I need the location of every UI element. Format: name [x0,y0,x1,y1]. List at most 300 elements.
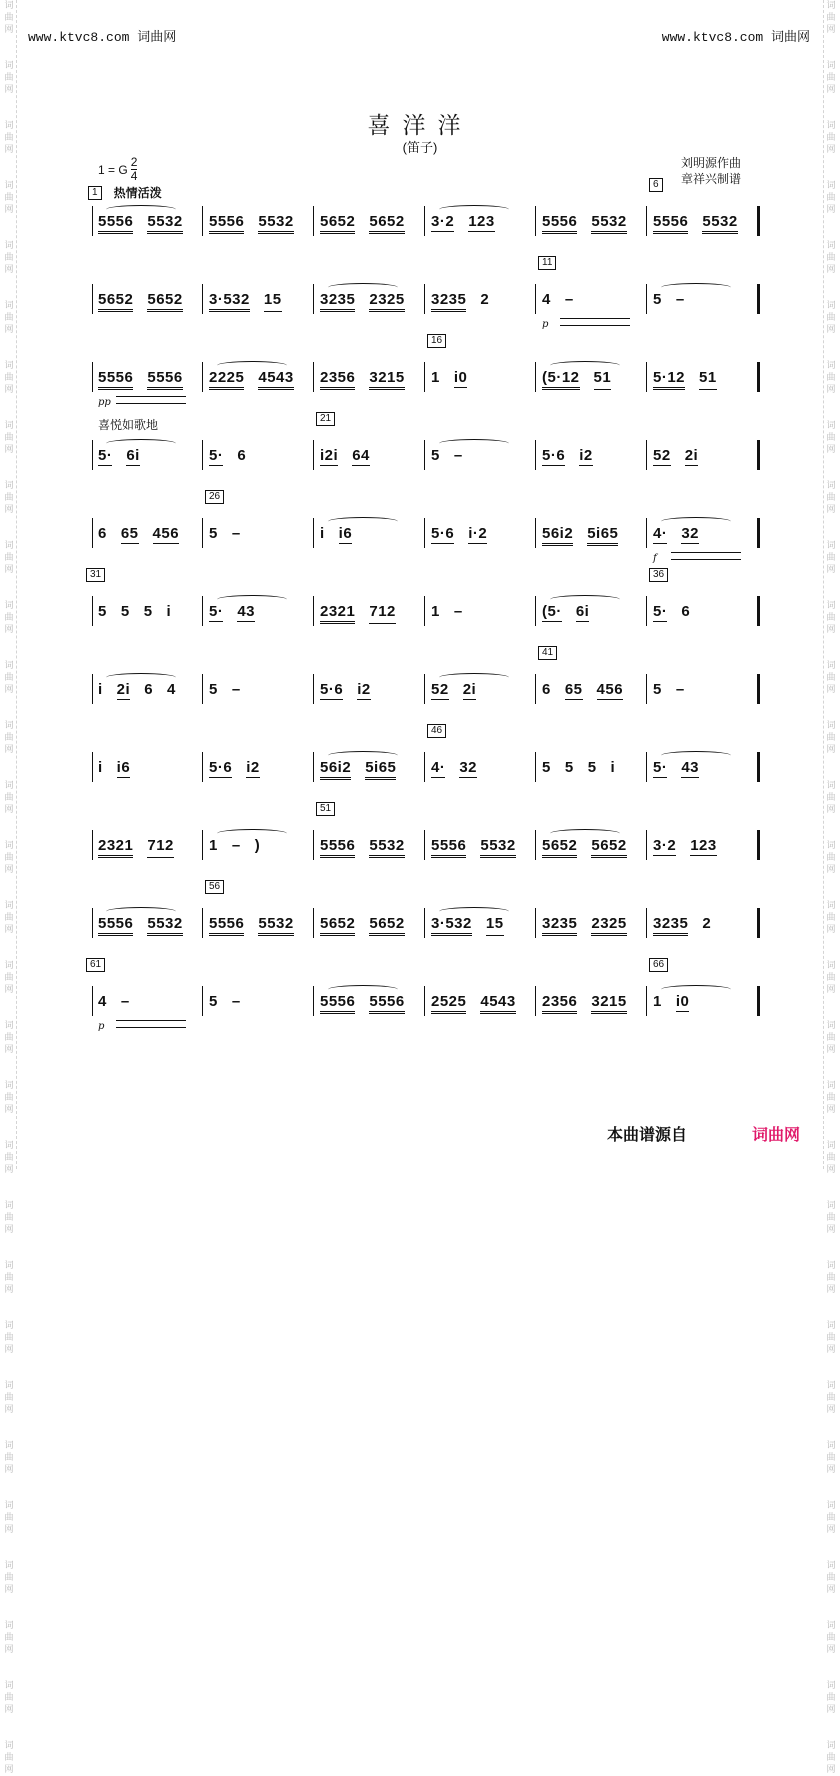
slur-mark [550,361,620,370]
note-group: 5·6 [431,525,455,542]
barline [757,752,760,782]
measure [425,824,536,874]
measure-number: 61 [86,958,105,972]
measure-notes [542,369,611,390]
measure-notes [653,213,738,234]
measure-notes [98,915,183,936]
footer-source-label: 本曲谱源自 [607,1127,688,1144]
measure [647,278,758,328]
measure-notes [209,915,294,936]
note-group: i2 [357,681,371,698]
note-group: 4 [98,993,107,1010]
note-group: 2321 [98,837,133,858]
site-url-left: www.ktvc8.com 词曲网 [28,30,177,45]
measure [647,902,758,952]
note-group: 15 [486,915,504,936]
measure-notes [320,603,396,624]
note-group: 3·2 [653,837,677,854]
measure-number: 36 [649,568,668,582]
barline [757,908,760,938]
note-group: – [231,525,241,542]
measure-number: 56 [205,880,224,894]
slur-mark [106,907,176,916]
measure [425,356,536,406]
slur-mark [661,751,731,760]
note-group: 56i2 [542,525,573,546]
measure [314,512,425,562]
score-row [92,803,760,874]
note-group: 32 [681,525,700,542]
note-group: 5652 [369,915,404,936]
note-group: 5652 [98,291,133,312]
note-group: ) [254,837,261,854]
measure-notes [542,603,589,622]
right-watermark-strip [823,0,838,1775]
measure-notes [320,291,405,312]
note-group: 52 [431,681,449,698]
note-group: 6 [144,681,154,698]
measure-notes [431,291,489,312]
measure [92,200,203,250]
measure [203,434,314,484]
measure-number: 16 [427,334,446,348]
measure-notes [209,681,241,698]
measure-notes [209,291,282,312]
measure [92,902,203,952]
note-group: 5532 [480,837,515,858]
measure-notes [653,759,699,778]
barline [757,986,760,1016]
slur-mark [217,595,287,604]
measure [314,980,425,1030]
measure [536,512,647,562]
note-group: – [453,447,463,464]
barline [757,674,760,704]
measure-notes [653,525,699,544]
measure [536,902,647,952]
note-group: 5556 [147,369,182,390]
measure [203,356,314,406]
watermark-glyph: 词曲网 [826,1021,836,1055]
watermark-glyph: 词曲网 [4,1021,14,1055]
measure-notes [209,603,255,622]
note-group: 5·12 [653,369,685,390]
note-group: 5 [431,447,440,464]
score-row [90,959,760,1032]
note-group: 123 [690,837,717,854]
measure [536,590,647,640]
tempo-marking [88,184,162,201]
note-group: 5652 [591,837,626,858]
measure [314,278,425,328]
watermark-glyph: 词曲网 [4,721,14,755]
footer-brand: 词曲网 [752,1127,801,1144]
note-group: 3215 [591,993,626,1014]
measure [314,824,425,874]
note-group: 65 [564,681,583,698]
measure-notes [98,369,183,390]
measure [536,356,647,406]
note-group: 456 [596,681,624,698]
note-group: (5· [542,603,562,620]
note-group: 1 [653,993,662,1010]
measure-notes [653,915,711,936]
hairpin-mark [116,396,186,404]
watermark-glyph: 词曲网 [826,121,836,155]
dynamic-mark: p [542,319,549,330]
watermark-glyph: 词曲网 [826,481,836,515]
measure-notes [431,759,477,778]
measure-notes [653,603,690,622]
measure-notes [98,447,140,466]
note-group: 5· [653,759,668,776]
barline [92,206,93,236]
watermark-glyph: 词曲网 [826,1681,836,1715]
watermark-glyph: 词曲网 [826,781,836,815]
key-label: 1 = G [98,162,128,177]
song-title: 喜洋洋 [367,113,473,139]
watermark-glyph: 词曲网 [4,181,14,215]
note-group: 4· [431,759,446,776]
measure-notes [431,681,476,700]
slur-mark [106,673,176,682]
note-group: 5532 [147,213,182,234]
measure-notes [431,837,516,858]
note-group: 5· [209,447,224,464]
watermark-glyph: 词曲网 [4,601,14,635]
measure-notes [98,603,171,620]
hairpin-mark [671,552,741,560]
measure-number: 11 [538,256,556,270]
note-group: 6 [542,681,551,698]
watermark-glyph: 词曲网 [4,1081,14,1115]
note-group: 5 [564,759,574,776]
barline [92,830,93,860]
note-group: 6 [681,603,691,620]
note-group: 3·532 [431,915,472,936]
note-group: 5·6 [542,447,566,464]
measure [536,980,647,1030]
barline [92,362,93,392]
measure-notes [653,993,689,1012]
watermark-glyph: 词曲网 [4,121,14,155]
note-group: 5652 [369,213,404,234]
slur-mark [550,829,620,838]
watermark-glyph: 词曲网 [4,661,14,695]
measure-notes [209,837,260,854]
measure [203,278,314,328]
watermark-glyph: 词曲网 [826,1381,836,1415]
watermark-glyph: 词曲网 [826,1201,836,1235]
measure-number: 51 [316,802,335,816]
watermark-glyph: 词曲网 [4,1321,14,1355]
measure [425,590,536,640]
note-group: i0 [675,993,690,1010]
measure [314,200,425,250]
note-group: 3235 [431,291,466,312]
measure-notes [209,213,294,234]
note-group: i [98,681,103,698]
measure [536,200,647,250]
measure [647,746,758,796]
measure [314,902,425,952]
measure [536,746,647,796]
note-group: 5556 [209,915,244,936]
note-group: – [675,291,685,308]
measure-notes [209,369,294,390]
note-group: 5556 [98,915,133,936]
measure-notes [320,993,405,1014]
watermark-glyph: 词曲网 [4,1141,14,1175]
note-group: 2i [462,681,477,698]
measure-notes [431,915,504,936]
measure-number: 21 [316,412,335,426]
measure-notes [98,759,130,778]
barline [92,674,93,704]
watermark-glyph: 词曲网 [826,181,836,215]
watermark-glyph: 词曲网 [4,901,14,935]
measure [647,356,758,406]
note-group: 4543 [480,993,515,1014]
note-group: 15 [264,291,282,312]
watermark-glyph: 词曲网 [4,1741,14,1775]
watermark-glyph: 词曲网 [826,601,836,635]
note-group: i [98,759,103,776]
measure-notes [431,447,463,464]
slur-mark [217,361,287,370]
watermark-glyph: 词曲网 [826,961,836,995]
watermark-glyph: 词曲网 [826,541,836,575]
note-group: 1 [209,837,218,854]
note-group: 5652 [320,213,355,234]
measure [647,590,758,640]
measure [314,434,425,484]
score-row [92,335,760,408]
note-group: 6i [126,447,140,464]
note-group: 5556 [98,369,133,390]
note-group: i6 [338,525,353,542]
note-group: i [320,525,325,542]
score-row [90,569,760,640]
watermark-glyph: 词曲网 [4,1501,14,1535]
note-group: – [231,837,241,854]
hairpin-mark [560,318,630,326]
measure-notes [209,993,241,1010]
measure [425,980,536,1030]
measure-notes [653,447,698,466]
measure [425,434,536,484]
score-row [92,725,760,796]
measure-notes [320,681,371,700]
note-group: 5532 [258,915,293,936]
note-group: 3235 [542,915,577,936]
note-group: 2356 [542,993,577,1014]
note-group: 5· [209,603,224,620]
note-group: 2225 [209,369,244,390]
watermark-glyph: 词曲网 [4,541,14,575]
barline [757,830,760,860]
watermark-glyph: 词曲网 [4,1201,14,1235]
note-group: 2356 [320,369,355,390]
measure-notes [320,447,370,466]
measure-notes [542,681,623,700]
barline [92,986,93,1016]
note-group: 5i65 [587,525,618,546]
note-group: 5 [587,759,597,776]
slur-mark [328,283,398,292]
note-group: i2 [246,759,260,776]
barline [92,518,93,548]
note-group: 5·6 [209,759,233,776]
measure-number: 46 [427,724,446,738]
measure-number: 6 [649,178,663,192]
measure [92,512,203,562]
measure [536,824,647,874]
note-group: – [231,993,241,1010]
slur-mark [328,517,398,526]
note-group: 1 [431,369,440,386]
watermark-glyph: 词曲网 [4,781,14,815]
measure-notes [653,681,685,698]
watermark-glyph: 词曲网 [826,1261,836,1295]
instrument-label: (笛子) [402,140,438,155]
watermark-glyph: 词曲网 [4,961,14,995]
note-group: 5652 [147,291,182,312]
measure [314,356,425,406]
watermark-glyph: 词曲网 [826,1561,836,1595]
note-group: 5 [653,291,662,308]
barline [92,752,93,782]
note-group: 2 [702,915,712,932]
note-group: i2 [579,447,593,464]
slur-mark [661,517,731,526]
note-group: 3215 [369,369,404,390]
note-group: 5 [209,993,218,1010]
note-group: 5 [143,603,153,620]
note-group: 5556 [369,993,404,1014]
note-group: 123 [468,213,495,230]
slur-mark [661,985,731,994]
note-group: 2 [480,291,490,308]
watermark-glyph: 词曲网 [4,241,14,275]
slur-mark [106,439,176,448]
watermark-glyph: 词曲网 [826,421,836,455]
note-group: 5· [98,447,113,464]
hairpin-mark [116,1020,186,1028]
expression-text: 喜悦如歌地 [98,418,159,432]
note-group: 5·6 [320,681,344,698]
watermark-glyph: 词曲网 [826,1621,836,1655]
note-group: 3·532 [209,291,250,312]
note-group: – [564,291,574,308]
score-row [92,491,760,564]
watermark-glyph: 词曲网 [4,1561,14,1595]
measure-notes [431,993,516,1014]
measure [425,668,536,718]
note-group: 4543 [258,369,293,390]
measure-number: 41 [538,646,557,660]
measure [314,668,425,718]
note-group: 5556 [209,213,244,234]
note-group: 43 [237,603,256,620]
measure-notes [542,525,618,546]
arranger-credit: 章祥兴制谱 [681,172,742,186]
dynamic-mark: p [98,1021,105,1032]
note-group: 5532 [258,213,293,234]
note-group: 5 [98,603,107,620]
note-group: 456 [152,525,180,542]
measure [536,434,647,484]
watermark-glyph: 词曲网 [826,661,836,695]
measure-notes [98,681,176,700]
measure [425,512,536,562]
measure-number: 66 [649,958,668,972]
watermark-glyph: 词曲网 [4,1261,14,1295]
note-group: 5652 [320,915,355,936]
measure-notes [98,837,174,858]
watermark-glyph: 词曲网 [4,1381,14,1415]
measure-notes [431,603,463,620]
barline [757,518,760,548]
note-group: 5· [653,603,668,620]
note-group: 5556 [320,993,355,1014]
score-row [92,257,760,330]
time-signature [131,156,138,183]
slur-mark [328,985,398,994]
note-group: 5 [120,603,130,620]
note-group: 65 [120,525,139,542]
dynamic-mark: f [653,553,657,564]
watermark-glyph: 词曲网 [826,1441,836,1475]
watermark-glyph: 词曲网 [826,1081,836,1115]
measure-notes [320,915,405,936]
note-group: 5532 [147,915,182,936]
measure [92,668,203,718]
score-row [92,881,760,952]
measure-notes [209,525,241,542]
note-group: 712 [147,837,174,858]
watermark-glyph: 词曲网 [826,361,836,395]
note-group: 51 [699,369,717,390]
barline [92,440,93,470]
measure-notes [98,993,130,1010]
note-group: i [610,759,616,776]
note-group: 5556 [98,213,133,234]
barline [757,206,760,236]
note-group: i [166,603,172,620]
score-row [92,647,760,718]
slur-mark [439,439,509,448]
slur-mark [439,907,509,916]
watermark-glyph: 词曲网 [4,1441,14,1475]
measure [203,668,314,718]
measure-notes [320,759,396,780]
measure [425,278,536,328]
measure-number-first: 1 [88,186,102,200]
barline [757,284,760,314]
watermark-glyph: 词曲网 [4,421,14,455]
note-group: 2i [116,681,131,698]
watermark-glyph: 词曲网 [826,1141,836,1175]
note-group: i0 [453,369,468,386]
measure-notes [653,837,717,856]
measure [203,980,314,1030]
note-group: 2i [684,447,699,464]
measure [203,512,314,562]
measure [203,200,314,250]
measure [536,668,647,718]
note-group: 56i2 [320,759,351,780]
